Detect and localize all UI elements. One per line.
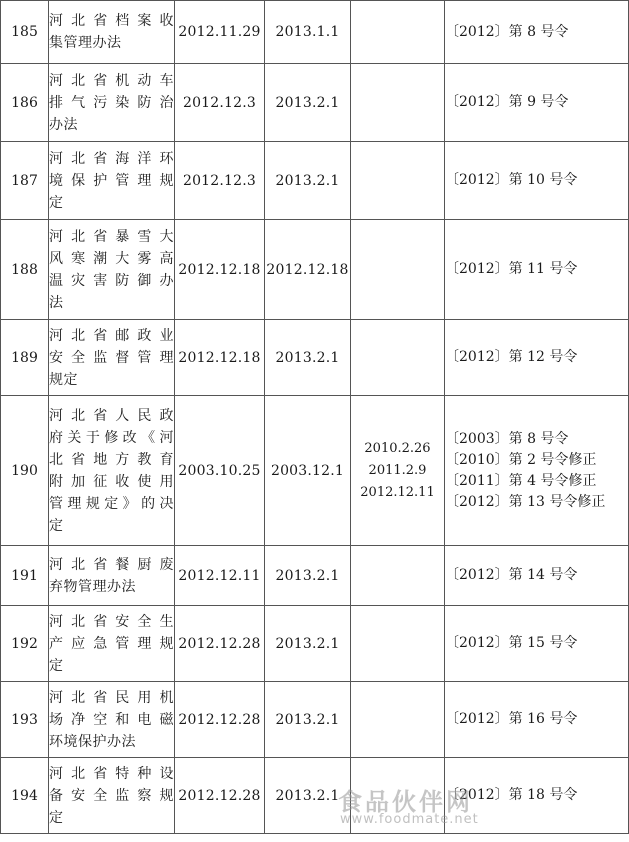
regulation-title	[49, 546, 175, 606]
row-number: 189	[1, 320, 49, 396]
decree-number	[445, 758, 629, 834]
table-row	[1, 546, 629, 606]
decree-number-line: 〔2012〕第 8 号令	[445, 23, 569, 40]
regulation-title-line: 河北省人民政	[49, 407, 174, 424]
decree-number-line: 〔2012〕第 13 号令修正	[445, 493, 606, 510]
regulation-title-line: 弃物管理办法	[49, 578, 136, 595]
regulation-title-line: 定	[49, 517, 64, 534]
decree-number	[445, 1, 629, 64]
revision-dates	[351, 142, 445, 220]
decree-number	[445, 64, 629, 142]
watermark-text: 食品伙伴网	[338, 788, 473, 816]
publish-date: 2012.12.3	[175, 142, 265, 220]
regulation-title	[49, 220, 175, 320]
revision-dates	[351, 320, 445, 396]
regulation-title-line: 规定	[49, 371, 78, 388]
publish-date: 2012.12.3	[175, 64, 265, 142]
regulation-title-line: 排气污染防治	[49, 94, 174, 111]
decree-number-line: 〔2012〕第 11 号令	[445, 261, 578, 277]
revision-dates	[351, 64, 445, 142]
publish-date: 2003.10.25	[175, 396, 265, 546]
effective-date: 2013.1.1	[265, 1, 351, 64]
revision-dates	[351, 606, 445, 682]
regulation-title-line: 安全监督管理	[49, 349, 174, 366]
table-row	[1, 64, 629, 142]
table-row	[1, 142, 629, 220]
revision-date: 2010.2.26	[364, 440, 431, 456]
publish-date: 2012.12.11	[175, 546, 265, 606]
revision-dates	[351, 396, 445, 546]
decree-number-line: 〔2012〕第 14 号令	[445, 567, 578, 583]
regulation-title-line: 温灾害防御办	[49, 272, 174, 289]
regulation-title-line: 产应急管理规	[49, 635, 174, 652]
publish-date: 2012.12.28	[175, 606, 265, 682]
revision-dates	[351, 1, 445, 64]
decree-number	[445, 220, 629, 320]
decree-number-line: 〔2012〕第 18 号令	[445, 787, 578, 803]
publish-date: 2012.12.18	[175, 220, 265, 320]
regulation-title-line: 河北省档案收	[49, 13, 174, 29]
regulation-title-line: 备安全监察规	[49, 787, 174, 804]
regulation-title	[49, 606, 175, 682]
regulation-title-line: 河北省海洋环	[49, 150, 174, 167]
row-number: 191	[1, 546, 49, 606]
regulation-title-line: 风寒潮大雾高	[49, 250, 174, 267]
regulation-title-line: 环境保护办法	[49, 733, 136, 750]
regulation-title-line: 河北省特种设	[49, 765, 174, 782]
decree-number-line: 〔2012〕第 16 号令	[445, 711, 578, 727]
decree-number-line: 〔2012〕第 9 号令	[445, 94, 569, 110]
regulation-title-line: 定	[49, 657, 64, 674]
publish-date: 2012.11.29	[175, 1, 265, 64]
regulation-title-line: 河北省民用机	[49, 689, 174, 706]
decree-number	[445, 320, 629, 396]
row-number: 194	[1, 758, 49, 834]
regulation-title-line: 河北省暴雪大	[49, 228, 174, 245]
row-number: 192	[1, 606, 49, 682]
regulation-title-line: 附加征收使用	[49, 473, 174, 490]
decree-number	[445, 396, 629, 546]
regulation-title-line: 定	[49, 809, 64, 826]
effective-date: 2013.2.1	[265, 758, 351, 834]
regulation-title-line: 集管理办法	[49, 35, 122, 51]
table-row	[1, 220, 629, 320]
regulation-title-line: 河北省餐厨废	[49, 556, 174, 573]
revision-dates	[351, 220, 445, 320]
regulation-title-line: 河北省邮政业	[49, 327, 174, 344]
regulation-title	[49, 396, 175, 546]
revision-date: 2012.12.11	[360, 484, 435, 500]
regulation-title-line: 境保护管理规	[49, 172, 174, 189]
regulation-title-line: 管理规定》的决	[49, 495, 174, 512]
decree-number-line: 〔2012〕第 12 号令	[445, 349, 578, 365]
effective-date: 2012.12.18	[265, 220, 351, 320]
publish-date: 2012.12.18	[175, 320, 265, 396]
effective-date: 2013.2.1	[265, 546, 351, 606]
row-number: 193	[1, 682, 49, 758]
table-row	[1, 1, 629, 64]
decree-number-line: 〔2012〕第 15 号令	[445, 635, 578, 651]
decree-number	[445, 142, 629, 220]
decree-number	[445, 546, 629, 606]
table-row	[1, 396, 629, 546]
decree-number-line: 〔2012〕第 10 号令	[445, 172, 578, 188]
revision-dates	[351, 546, 445, 606]
regulation-title	[49, 320, 175, 396]
row-number: 185	[1, 1, 49, 64]
effective-date: 2013.2.1	[265, 64, 351, 142]
table-row	[1, 320, 629, 396]
decree-number-line: 〔2011〕第 4 号令修正	[445, 472, 597, 489]
effective-date: 2013.2.1	[265, 142, 351, 220]
regulation-title-line: 北省地方教育	[49, 451, 174, 468]
regulation-title	[49, 758, 175, 834]
watermark-url: www.foodmate.net	[340, 812, 479, 827]
table-row	[1, 682, 629, 758]
row-number: 188	[1, 220, 49, 320]
publish-date: 2012.12.28	[175, 758, 265, 834]
publish-date: 2012.12.28	[175, 682, 265, 758]
regulation-title-line: 办法	[49, 116, 78, 133]
effective-date: 2013.2.1	[265, 606, 351, 682]
regulation-title-line: 法	[49, 294, 64, 311]
revision-dates	[351, 758, 445, 834]
regulation-title	[49, 142, 175, 220]
effective-date: 2003.12.1	[265, 396, 351, 546]
decree-number-line: 〔2003〕第 8 号令	[445, 430, 569, 447]
regulation-title-line: 河北省机动车	[49, 72, 174, 89]
regulation-title	[49, 1, 175, 64]
regulation-title	[49, 64, 175, 142]
revision-dates	[351, 682, 445, 758]
regulation-title-line: 场净空和电磁	[49, 711, 174, 728]
table-row	[1, 606, 629, 682]
effective-date: 2013.2.1	[265, 320, 351, 396]
row-number: 186	[1, 64, 49, 142]
revision-date: 2011.2.9	[368, 462, 427, 478]
row-number: 190	[1, 396, 49, 546]
regulation-title	[49, 682, 175, 758]
decree-number	[445, 682, 629, 758]
regulation-title-line: 定	[49, 194, 64, 211]
decree-number	[445, 606, 629, 682]
regulation-title-line: 河北省安全生	[49, 613, 174, 630]
table-body	[1, 1, 629, 834]
table-row	[1, 758, 629, 834]
decree-number-line: 〔2010〕第 2 号令修正	[445, 451, 597, 468]
row-number: 187	[1, 142, 49, 220]
regulation-title-line: 府关于修改《河	[49, 429, 174, 446]
effective-date: 2013.2.1	[265, 682, 351, 758]
